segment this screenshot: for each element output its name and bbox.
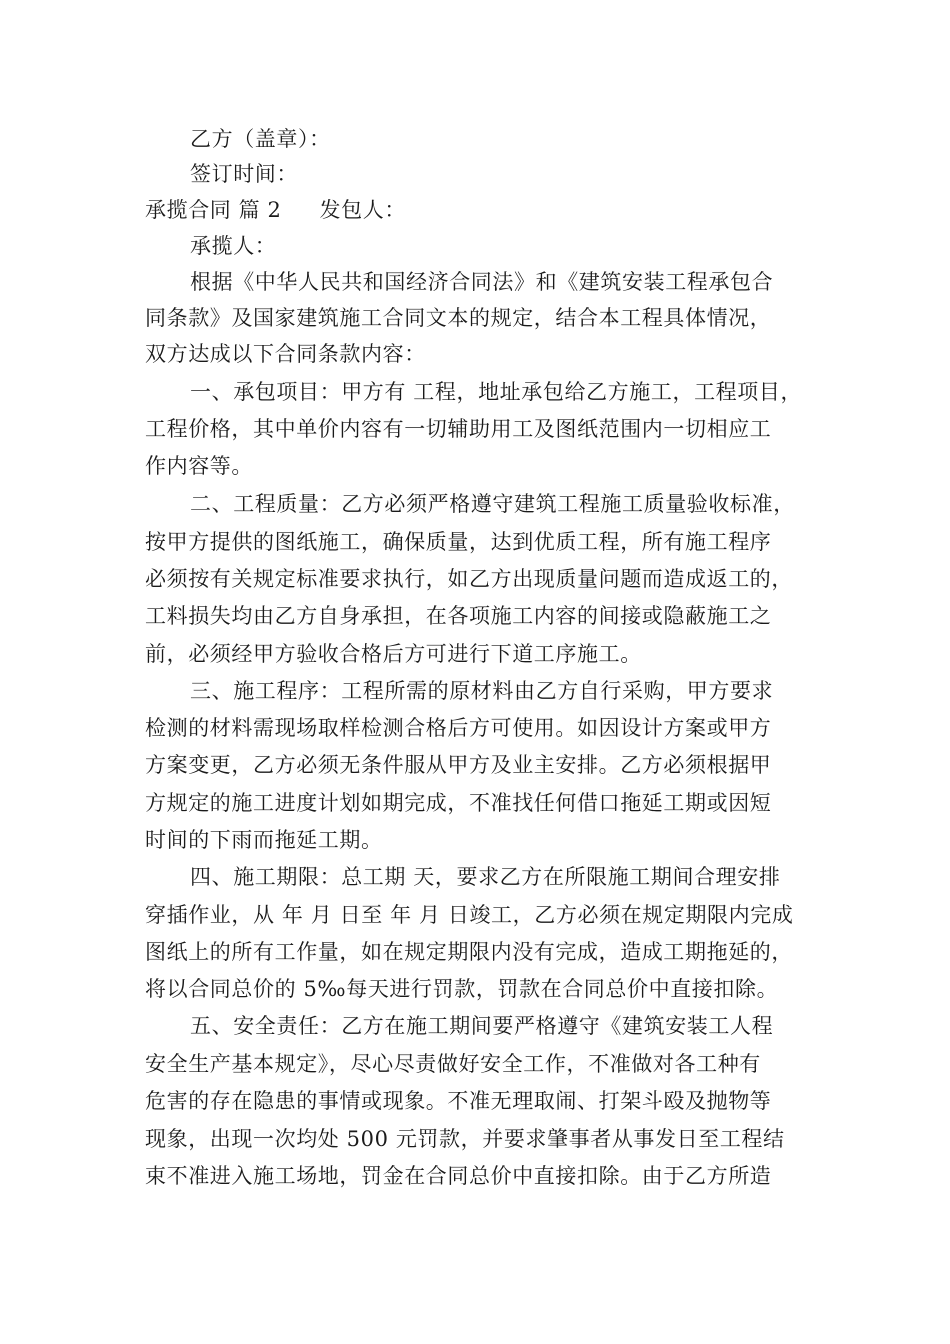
text-line: 乙方（盖章）： [190, 127, 331, 151]
text-line: 前，必须经甲方验收合格后方可进行下道工序施工。 [145, 642, 642, 666]
text-line: 根据《中华人民共和国经济合同法》和《建筑安装工程承包合 [190, 270, 774, 294]
text-line: 现象，出现一次均处 500 元罚款，并要求肇事者从事发日至工程结 [145, 1127, 785, 1151]
text-line: 危害的存在隐患的事情或现象。不准无理取闹、打架斗殴及抛物等 [145, 1089, 772, 1113]
text-line: 检测的材料需现场取样检测合格后方可使用。如因设计方案或甲方 [145, 716, 772, 740]
text-line: 方案变更，乙方必须无条件服从甲方及业主安排。乙方必须根据甲 [145, 753, 772, 777]
text-line: 一、承包项目：甲方有 工程，地址承包给乙方施工，工程项目， [190, 380, 803, 404]
text-line: 三、施工程序：工程所需的原材料由乙方自行采购，甲方要求 [190, 679, 774, 703]
text-line: 必须按有关规定标准要求执行，如乙方出现质量问题而造成返工的， [145, 567, 793, 591]
text-line: 双方达成以下合同条款内容： [145, 342, 426, 366]
text-line: 穿插作业，从 年 月 日至 年 月 日竣工，乙方必须在规定期限内完成 [145, 903, 794, 927]
text-line: 按甲方提供的图纸施工，确保质量，达到优质工程，所有施工程序 [145, 530, 772, 554]
text-line: 时间的下雨而拖延工期。 [145, 828, 383, 852]
text-line: 发包人： [319, 198, 406, 222]
text-line: 承揽人： [190, 234, 277, 258]
text-line: 工料损失均由乙方自身承担，在各项施工内容的间接或隐蔽施工之 [145, 604, 772, 628]
text-line: 作内容等。 [145, 454, 253, 478]
text-line: 方规定的施工进度计划如期完成，不准找任何借口拖延工期或因短 [145, 791, 772, 815]
text-line: 二、工程质量：乙方必须严格遵守建筑工程施工质量验收标准， [190, 492, 795, 516]
text-line: 图纸上的所有工作量，如在规定期限内没有完成，造成工期拖延的， [145, 940, 793, 964]
text-line: 工程价格，其中单价内容有一切辅助用工及图纸范围内一切相应工 [145, 417, 772, 441]
text-line: 束不准进入施工场地，罚金在合同总价中直接扣除。由于乙方所造 [145, 1164, 772, 1188]
text-line: 将以合同总价的 5‰每天进行罚款，罚款在合同总价中直接扣除。 [145, 977, 779, 1001]
text-line: 签订时间： [190, 162, 298, 186]
text-line: 四、施工期限：总工期 天，要求乙方在所限施工期间合理安排 [190, 865, 781, 889]
text-line: 同条款》及国家建筑施工合同文本的规定，结合本工程具体情况， [145, 306, 772, 330]
text-line: 安全生产基本规定》，尽心尽责做好安全工作，不准做对各工种有 [145, 1052, 761, 1076]
section-heading: 承揽合同 篇 2 [145, 198, 282, 222]
text-line: 五、安全责任：乙方在施工期间要严格遵守《建筑安装工人程 [190, 1014, 774, 1038]
section-heading-line [145, 195, 406, 225]
